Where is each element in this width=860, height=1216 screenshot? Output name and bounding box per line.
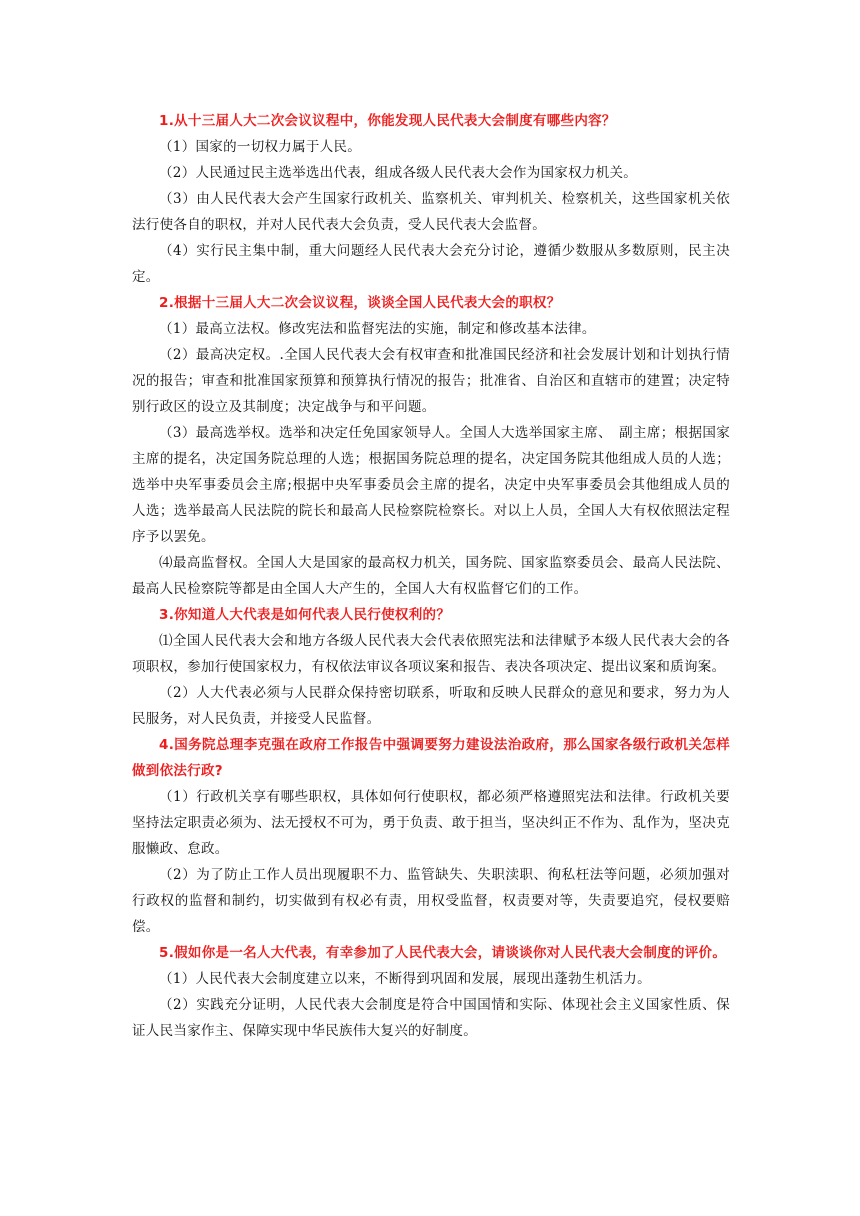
question-4-answer-1: （1）行政机关享有哪些职权，具体如何行使职权，都必须严格遵照宪法和法律。行政机关要坚持法定职责必须为、法无授权不可为，勇于负责、敢于担当，坚决纠正不作为、乱作为，坚决克服懒政、怠政。	[132, 789, 730, 857]
question-5-title: 5.假如你是一名人大代表，有幸参加了人民代表大会，请谈谈你对人民代表大会制度的评价。	[159, 945, 727, 961]
question-1-answer-4: （4）实行民主集中制，重大问题经人民代表大会充分讨论，遵循少数服从多数原则，民主决定。	[132, 243, 730, 285]
question-2-answer-1: （1）最高立法权。修改宪法和监督宪法的实施，制定和修改基本法律。	[159, 321, 596, 337]
question-4-title: 4.国务院总理李克强在政府工作报告中强调要努力建设法治政府，那么国家各级行政机关怎样做到依法行政?	[132, 737, 730, 779]
question-1-answer-2: （2）人民通过民主选举选出代表，组成各级人民代表大会作为国家权力机关。	[159, 165, 638, 181]
question-5-answer-2: （2）实践充分证明，人民代表大会制度是符合中国国情和实际、体现社会主义国家性质、保证人民当家作主、保障实现中华民族伟大复兴的好制度。	[132, 997, 730, 1039]
question-3-answer-2: （2）人大代表必须与人民群众保持密切联系，听取和反映人民群众的意见和要求，努力为人民服务，对人民负责，并接受人民监督。	[132, 685, 730, 727]
question-1-answer-3: （3）由人民代表大会产生国家行政机关、监察机关、审判机关、检察机关，这些国家机关依法行使各自的职权，并对人民代表大会负责，受人民代表大会监督。	[132, 191, 730, 233]
question-3-title: 3.你知道人大代表是如何代表人民行使权利的？	[159, 607, 451, 623]
question-2-title: 2.根据十三届人大二次会议议程，谈谈全国人民代表大会的职权？	[159, 295, 561, 311]
question-1-title: 1.从十三届人大二次会议议程中，你能发现人民代表大会制度有哪些内容？	[159, 113, 616, 129]
question-4-answer-2: （2）为了防止工作人员出现履职不力、监管缺失、失职渎职、徇私枉法等问题，必须加强对行政权的监督和制约，切实做到有权必有责，用权受监督，权责要对等，失责要追究，侵权要赔偿。	[132, 867, 730, 935]
question-3-answer-1: ⑴全国人民代表大会和地方各级人民代表大会代表依照宪法和法律赋予本级人民代表大会的各项职权，参加行使国家权力，有权依法审议各项议案和报告、表决各项决定、提出议案和质询案。	[132, 633, 730, 675]
question-5-answer-1: （1）人民代表大会制度建立以来，不断得到巩固和发展，展现出蓬勃生机活力。	[159, 971, 651, 987]
question-2-answer-4: ⑷最高监督权。全国人大是国家的最高权力机关，国务院、国家监察委员会、最高人民法院、最高人民检察院等都是由全国人大产生的，全国人大有权监督它们的工作。	[132, 555, 730, 597]
question-2-answer-3: （3）最高选举权。选举和决定任免国家领导人。全国人大选举国家主席、 副主席；根据国家主席的提名，决定国务院总理的人选；根据国务院总理的提名，决定国务院其他组成人员的人选；选举中央军事委员会主席;根据中央军事委员会主席的提名，决定中央军事委员会其他组成人员的人选；选举最高人民法院的院长和最高人民检察院检察长。对以上人员，全国人大有权依照法定程序予以罢免。	[132, 425, 730, 545]
question-2-answer-2: （2）最高决定权。.全国人民代表大会有权审查和批准国民经济和社会发展计划和计划执行情况的报告；审查和批准国家预算和预算执行情况的报告；批准省、自治区和直辖市的建置；决定特别行政区的设立及其制度；决定战争与和平问题。	[132, 347, 730, 415]
question-1-answer-1: （1）国家的一切权力属于人民。	[159, 139, 362, 155]
document-page	[132, 108, 730, 1044]
